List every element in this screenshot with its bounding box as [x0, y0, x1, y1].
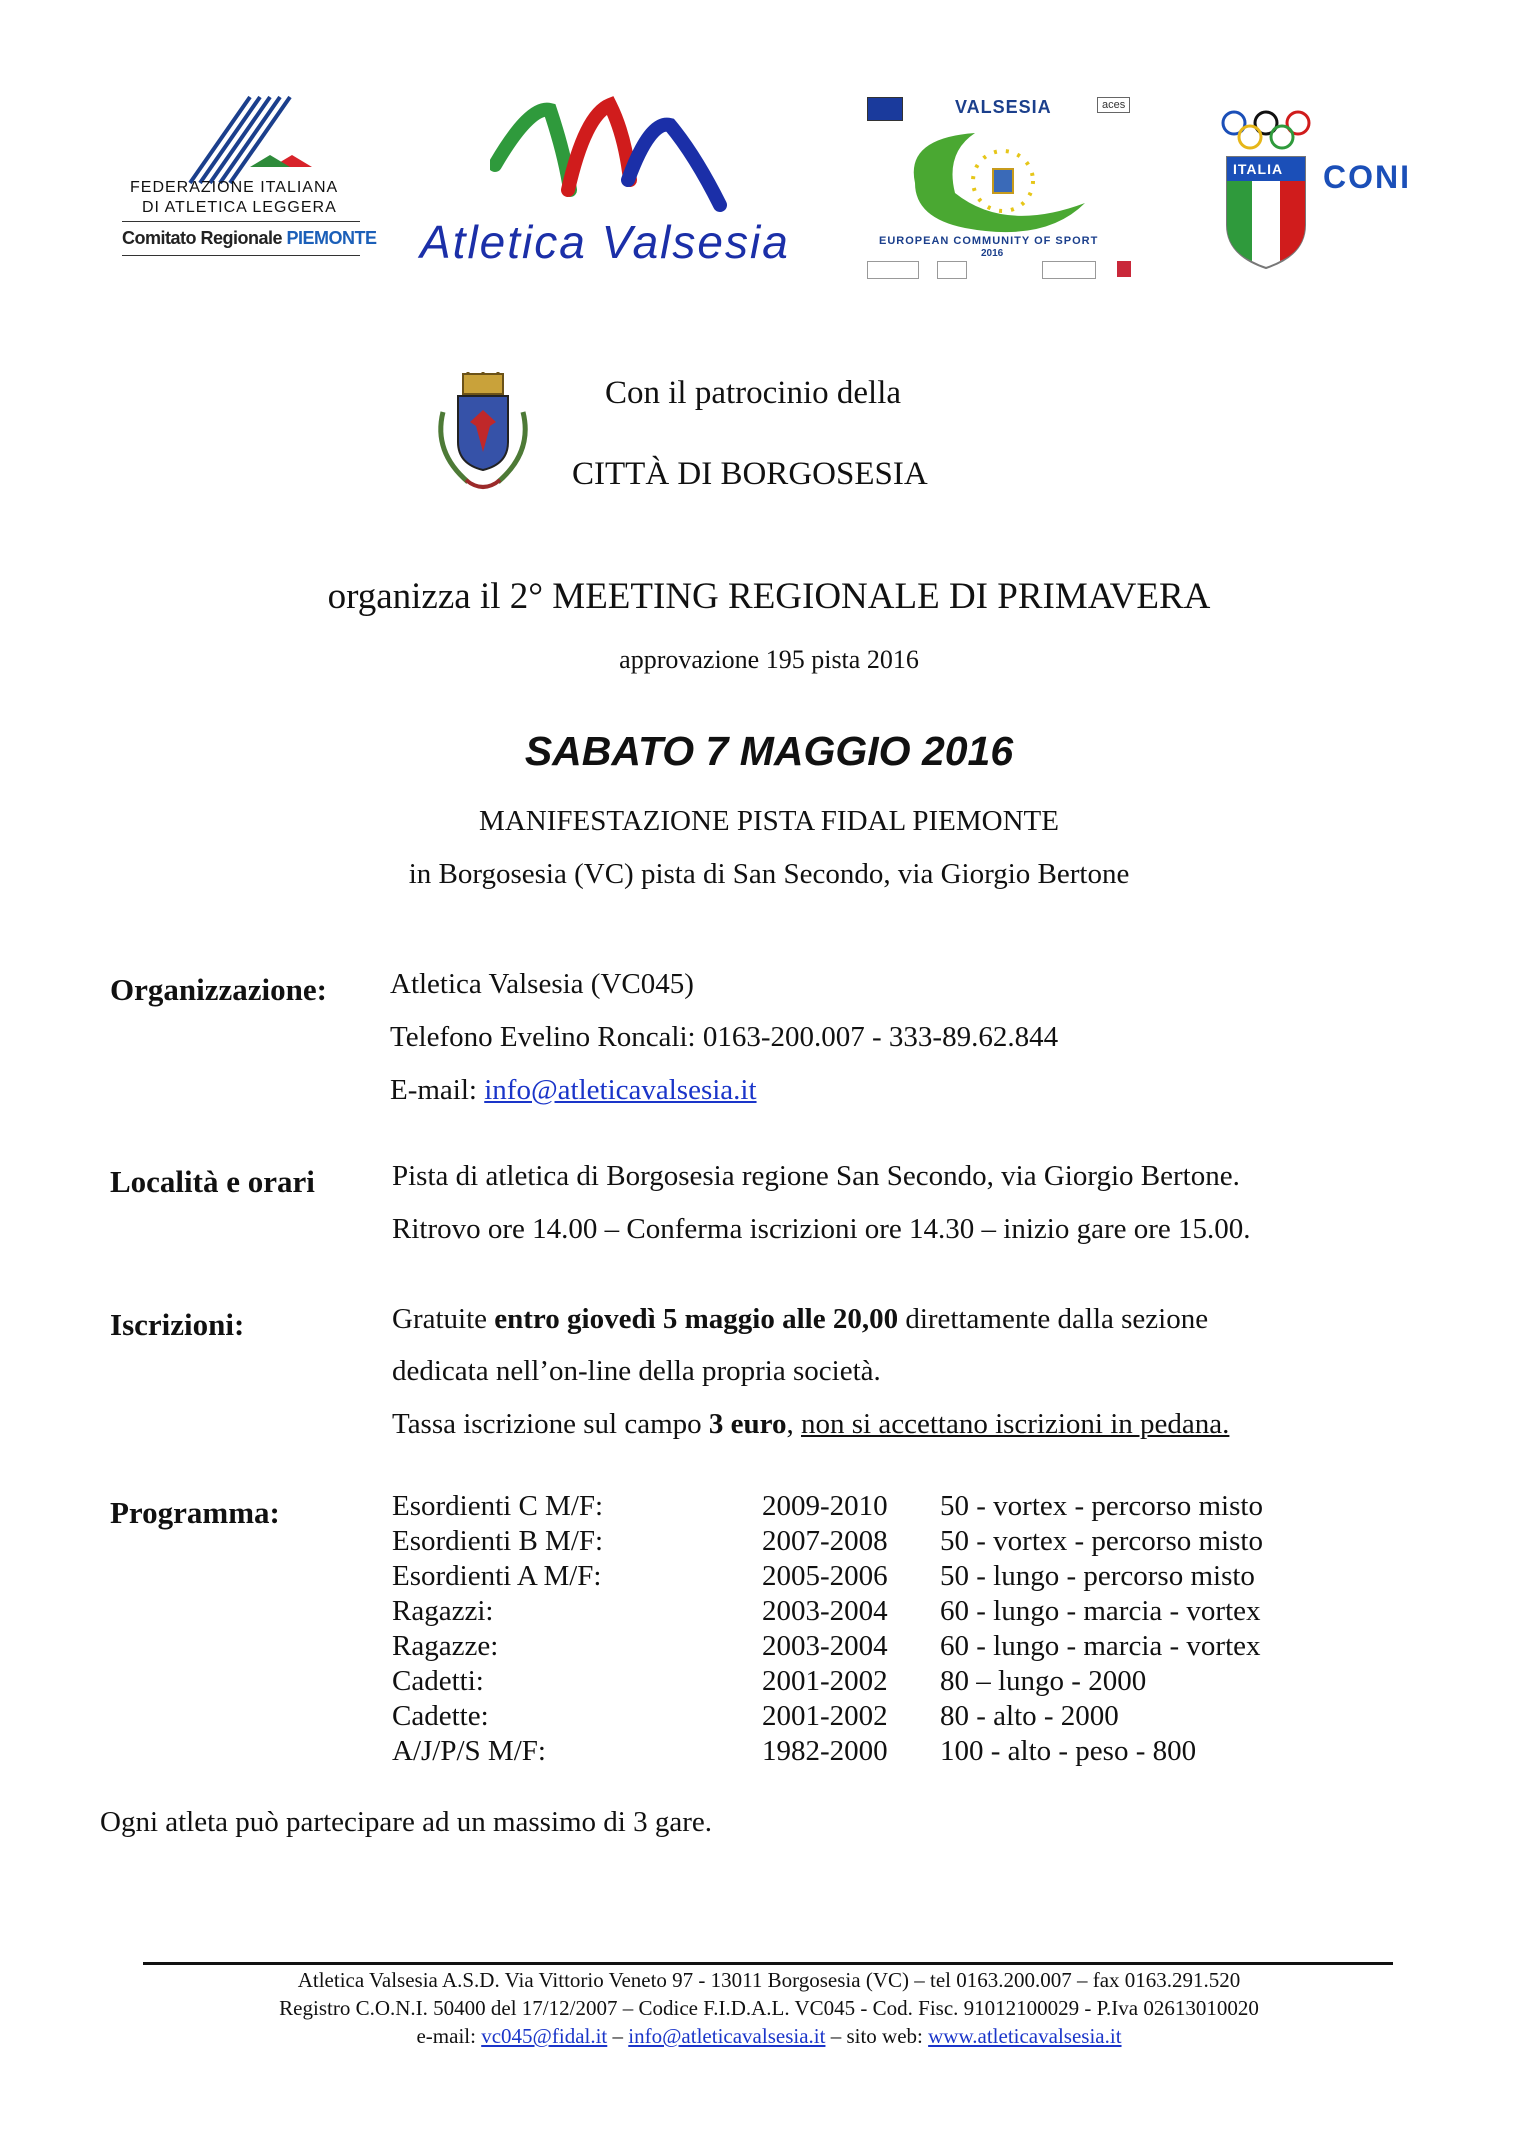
olympic-rings-icon — [1220, 109, 1312, 153]
ecs-sponsor-icons — [867, 261, 1132, 279]
eu-flag-icon — [867, 97, 903, 121]
footer-address: Atletica Valsesia A.S.D. Via Vittorio Veneto 97 - 13011 Borgosesia (VC) – tel 0163.200.007 – fax 0163.291.520 — [297, 1968, 1241, 1992]
iscrizioni-line1 — [392, 1303, 1208, 1336]
iscrizioni-l1-end: direttamente dalla sezione — [898, 1303, 1209, 1335]
program-category: A/J/P/S M/F: — [392, 1735, 546, 1767]
program-events: 80 – lungo - 2000 — [940, 1665, 1147, 1697]
patronage-line2: CITTÀ DI BORGOSESIA — [572, 456, 928, 492]
footer-website-link[interactable]: www.atleticavalsesia.it — [928, 2024, 1122, 2048]
participation-note: Ogni atleta può partecipare ad un massimo di 3 gare. — [100, 1806, 713, 1838]
footer-site-prefix: – sito web: — [825, 2024, 929, 2048]
program-years: 2003-2004 — [762, 1630, 888, 1662]
patronage-line1: Con il patrocinio della — [605, 375, 902, 411]
footer-email-fidal-link[interactable]: vc045@fidal.it — [481, 2024, 608, 2048]
footer-contacts — [0, 2024, 1538, 2049]
iscrizioni-line2: dedicata nell’on-line della propria società. — [392, 1355, 881, 1387]
fidal-logo — [120, 95, 377, 275]
program-category: Esordienti C M/F: — [392, 1490, 604, 1522]
fidal-committee-label: Comitato Regionale — [122, 228, 283, 248]
fidal-line2: DI ATLETICA LEGGERA — [142, 199, 337, 216]
iscrizioni-sep: , — [786, 1408, 801, 1440]
program-events: 100 - alto - peso - 800 — [940, 1735, 1197, 1767]
localita-line1: Pista di atletica di Borgosesia regione San Secondo, via Giorgio Bertone. — [392, 1160, 1240, 1192]
localita-line2: Ritrovo ore 14.00 – Conferma iscrizioni ore 14.30 – inizio gare ore 15.00. — [392, 1213, 1251, 1245]
iscrizioni-fee-label: Tassa iscrizione sul campo — [392, 1408, 709, 1440]
atletica-valsesia-name: Atletica Valsesia — [420, 216, 790, 268]
program-category: Ragazzi: — [392, 1595, 494, 1627]
fidal-committee — [122, 228, 377, 249]
program-category: Cadetti: — [392, 1665, 484, 1697]
ecs-title: VALSESIA — [955, 97, 1052, 117]
ecs-subtitle: EUROPEAN COMMUNITY OF SPORT — [879, 235, 1099, 247]
fidal-committee-region: PIEMONTE — [286, 228, 377, 248]
email-prefix: E-mail: — [390, 1074, 485, 1106]
footer-registry: Registro C.O.N.I. 50400 del 17/12/2007 – Codice F.I.D.A.L. VC045 - Cod. Fisc. 91012100029 - P.Iva 02613010020 — [279, 1996, 1259, 2020]
coni-logo — [1195, 105, 1435, 275]
programma-label: Programma: — [110, 1495, 280, 1530]
program-events: 60 - lungo - marcia - vortex — [940, 1630, 1261, 1662]
program-category: Esordienti B M/F: — [392, 1525, 604, 1557]
fidal-stripes-icon — [180, 95, 320, 185]
program-events: 80 - alto - 2000 — [940, 1700, 1119, 1732]
coni-italia-label: ITALIA — [1233, 161, 1284, 177]
footer-email-prefix: e-mail: — [416, 2024, 482, 2048]
program-years: 2003-2004 — [762, 1595, 888, 1627]
iscrizioni-label: Iscrizioni: — [110, 1307, 245, 1342]
program-events: 50 - vortex - percorso misto — [940, 1525, 1263, 1557]
program-years: 1982-2000 — [762, 1735, 888, 1767]
iscrizioni-deadline: entro giovedì 5 maggio alle 20,00 — [494, 1303, 899, 1335]
iscrizioni-line3 — [392, 1408, 1229, 1441]
program-events: 50 - vortex - percorso misto — [940, 1490, 1263, 1522]
footer-sep: – — [607, 2024, 629, 2048]
event-location: in Borgosesia (VC) pista di San Secondo, via Giorgio Bertone — [408, 858, 1130, 890]
program-years: 2001-2002 — [762, 1665, 888, 1697]
program-events: 60 - lungo - marcia - vortex — [940, 1595, 1261, 1627]
valsesia-ecs-logo — [865, 95, 1145, 285]
borgosesia-crest-icon — [428, 372, 538, 497]
organizzazione-line2: Telefono Evelino Roncali: 0163-200.007 - 333-89.62.844 — [390, 1021, 1059, 1053]
footer-divider — [143, 1962, 1393, 1965]
localita-label: Località e orari — [110, 1164, 315, 1199]
program-years: 2001-2002 — [762, 1700, 888, 1732]
program-category: Esordienti A M/F: — [392, 1560, 602, 1592]
program-events: 50 - lungo - percorso misto — [940, 1560, 1255, 1592]
iscrizioni-fee: 3 euro — [708, 1408, 787, 1440]
iscrizioni-warning: non si accettano iscrizioni in pedana. — [801, 1408, 1230, 1440]
program-category: Ragazze: — [392, 1630, 499, 1662]
event-approval: approvazione 195 pista 2016 — [619, 645, 919, 674]
program-years: 2007-2008 — [762, 1525, 888, 1557]
event-type: MANIFESTAZIONE PISTA FIDAL PIEMONTE — [479, 805, 1059, 837]
ecs-year: 2016 — [981, 248, 1004, 259]
footer-email-info-link[interactable]: info@atleticavalsesia.it — [628, 2024, 826, 2048]
event-title: organizza il 2° MEETING REGIONALE DI PRIMAVERA — [327, 576, 1211, 617]
mountains-icon — [490, 95, 750, 225]
aces-badge: aces — [1097, 97, 1130, 113]
ecs-swoosh-icon — [885, 123, 1125, 233]
organizzazione-label: Organizzazione: — [110, 972, 327, 1007]
program-category: Cadette: — [392, 1700, 489, 1732]
event-date: SABATO 7 MAGGIO 2016 — [524, 728, 1014, 774]
email-link[interactable]: info@atleticavalsesia.it — [484, 1074, 757, 1106]
coni-label: CONI — [1323, 159, 1411, 195]
program-years: 2005-2006 — [762, 1560, 888, 1592]
iscrizioni-l1-start: Gratuite — [392, 1303, 495, 1335]
organizzazione-line1: Atletica Valsesia (VC045) — [390, 968, 694, 1000]
program-years: 2009-2010 — [762, 1490, 888, 1522]
fidal-line1: FEDERAZIONE ITALIANA — [130, 179, 339, 196]
organizzazione-email-row — [390, 1074, 757, 1107]
atletica-valsesia-logo — [410, 95, 810, 275]
